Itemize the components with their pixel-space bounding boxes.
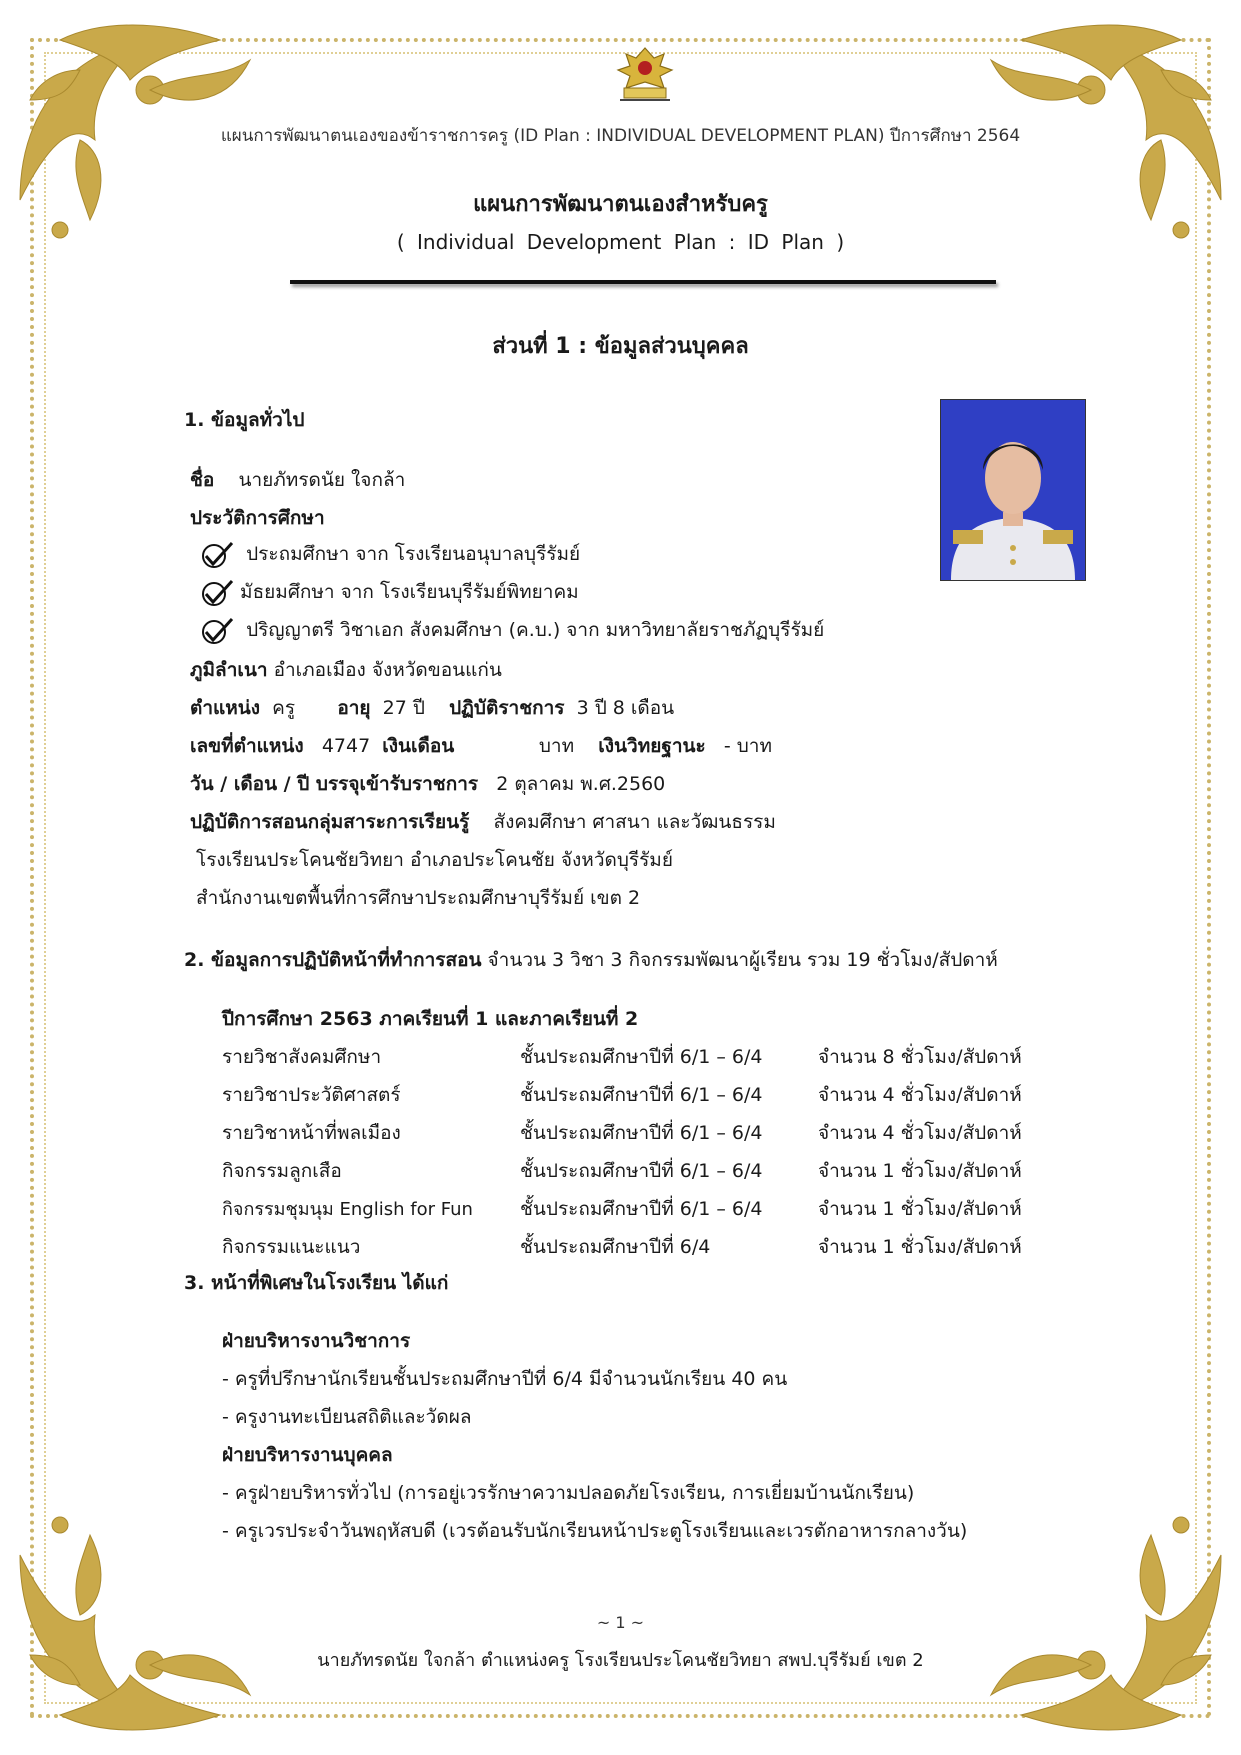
table-cell-subject: กิจกรรมชุมนุม English for Fun	[222, 1199, 473, 1220]
corner-ornament-bottom-right	[941, 1455, 1241, 1755]
check-mark-icon	[200, 579, 234, 607]
salary-label: เงินเดือน	[382, 735, 455, 757]
corner-ornament-top-right	[941, 0, 1241, 300]
appointment-row	[190, 769, 665, 799]
check-mark-icon	[200, 541, 234, 569]
appointed-value: 2 ตุลาคม พ.ศ.2560	[496, 773, 666, 795]
position-no-label: เลขที่ตำแหน่ง	[190, 735, 304, 757]
corner-ornament-top-left	[0, 0, 300, 300]
table-cell-amount: จำนวน 1 ชั่วโมง/สัปดาห์	[818, 1236, 1022, 1258]
document-title: แผนการพัฒนาตนเองสำหรับครู	[473, 192, 768, 217]
name-row	[190, 465, 405, 495]
table-cell-amount: จำนวน 8 ชั่วโมง/สัปดาห์	[818, 1046, 1022, 1068]
appointed-label: วัน / เดือน / ปี บรรจุเข้ารับราชการ	[190, 773, 479, 795]
service-label: ปฏิบัติราชการ	[449, 697, 565, 719]
table-cell-subject: รายวิชาหน้าที่พลเมือง	[222, 1122, 401, 1144]
position-label: ตำแหน่ง	[190, 697, 261, 719]
title-divider	[290, 280, 996, 284]
hometown-value: อำเภอเมือง จังหวัดขอนแก่น	[273, 659, 502, 681]
table-cell-level: ชั้นประถมศึกษาปีที่ 6/1 – 6/4	[520, 1122, 763, 1144]
section-title: ส่วนที่ 1 : ข้อมูลส่วนบุคคล	[492, 334, 749, 359]
academic-pay-label: เงินวิทยฐานะ	[598, 735, 706, 757]
academic-pay-value: - บาท	[723, 735, 772, 757]
table-cell-subject: กิจกรรมแนะแนว	[222, 1236, 361, 1258]
table-cell-level: ชั้นประถมศึกษาปีที่ 6/1 – 6/4	[520, 1046, 763, 1068]
salary-row	[190, 731, 772, 761]
teaching-heading: 2. ข้อมูลการปฏิบัติหน้าที่ทำการสอน	[184, 949, 482, 971]
document-subtitle: ( Individual Development Plan : ID Plan )	[396, 230, 845, 254]
teaching-summary: จำนวน 3 วิชา 3 กิจกรรมพัฒนาผู้เรียน รวม 19 ชั่วโมง/สัปดาห์	[487, 949, 998, 971]
teaching-row	[184, 945, 998, 975]
document-header-line: แผนการพัฒนาตนเองของข้าราชการครู (ID Plan : INDIVIDUAL DEVELOPMENT PLAN) ปีการศึกษา 2564	[220, 126, 1021, 146]
page-number: ~ 1 ~	[596, 1613, 645, 1632]
salary-unit: บาท	[538, 735, 575, 757]
subject-group-value: สังคมศึกษา ศาสนา และวัฒนธรรม	[493, 811, 776, 833]
hometown-label: ภูมิลำเนา	[190, 659, 268, 681]
table-cell-subject: รายวิชาสังคมศึกษา	[222, 1046, 382, 1068]
service-value: 3 ปี 8 เดือน	[576, 697, 675, 719]
personnel-duty-heading: ฝ่ายบริหารงานบุคคล	[222, 1444, 393, 1466]
table-cell-level: ชั้นประถมศึกษาปีที่ 6/4	[520, 1236, 711, 1258]
education-item	[200, 577, 579, 607]
emblem-logo	[602, 44, 688, 106]
footer-line: นายภัทรดนัย ใจกล้า ตำแหน่งครู โรงเรียนประโคนชัยวิทยา สพป.บุรีรัมย์ เขต 2	[317, 1650, 924, 1671]
check-mark-icon	[200, 617, 234, 645]
table-cell-level: ชั้นประถมศึกษาปีที่ 6/1 – 6/4	[520, 1160, 763, 1182]
education-text: มัธยมศึกษา จาก โรงเรียนบุรีรัมย์พิทยาคม	[240, 581, 579, 603]
hometown-row	[190, 655, 502, 685]
duty-item: - ครูที่ปรึกษานักเรียนชั้นประถมศึกษาปีที่ 6/4 มีจำนวนนักเรียน 40 คน	[222, 1368, 788, 1390]
age-value: 27 ปี	[382, 697, 425, 719]
subject-group-row	[190, 807, 776, 837]
name-value: นายภัทรดนัย ใจกล้า	[238, 469, 406, 491]
education-item	[200, 615, 824, 645]
duties-heading: 3. หน้าที่พิเศษในโรงเรียน ได้แก่	[184, 1272, 449, 1294]
table-cell-level: ชั้นประถมศึกษาปีที่ 6/1 – 6/4	[520, 1084, 763, 1106]
academic-duty-heading: ฝ่ายบริหารงานวิชาการ	[222, 1330, 411, 1352]
table-cell-amount: จำนวน 4 ชั่วโมง/สัปดาห์	[818, 1122, 1022, 1144]
office-line: สำนักงานเขตพื้นที่การศึกษาประถมศึกษาบุรีรัมย์ เขต 2	[196, 887, 641, 909]
education-text: ประถมศึกษา จาก โรงเรียนอนุบาลบุรีรัมย์	[246, 543, 581, 565]
table-cell-amount: จำนวน 1 ชั่วโมง/สัปดาห์	[818, 1198, 1022, 1220]
table-cell-amount: จำนวน 1 ชั่วโมง/สัปดาห์	[818, 1160, 1022, 1182]
teaching-year: ปีการศึกษา 2563 ภาคเรียนที่ 1 และภาคเรียนที่ 2	[222, 1008, 639, 1030]
general-heading: 1. ข้อมูลทั่วไป	[184, 409, 305, 431]
position-row	[190, 693, 674, 723]
table-cell-level: ชั้นประถมศึกษาปีที่ 6/1 – 6/4	[520, 1198, 763, 1220]
education-item	[200, 539, 580, 569]
name-label: ชื่อ	[190, 469, 215, 491]
subject-group-label: ปฏิบัติการสอนกลุ่มสาระการเรียนรู้	[190, 811, 470, 833]
age-label: อายุ	[337, 697, 371, 719]
duty-item: - ครูเวรประจำวันพฤหัสบดี (เวรต้อนรับนักเรียนหน้าประตูโรงเรียนและเวรตักอาหารกลางวัน)	[222, 1520, 968, 1542]
duty-item: - ครูงานทะเบียนสถิติและวัดผล	[222, 1406, 472, 1428]
table-cell-subject: กิจกรรมลูกเสือ	[222, 1160, 342, 1182]
school-line: โรงเรียนประโคนชัยวิทยา อำเภอประโคนชัย จังหวัดบุรีรัมย์	[196, 849, 673, 871]
table-cell-subject: รายวิชาประวัติศาสตร์	[222, 1084, 401, 1106]
profile-photo	[940, 399, 1086, 581]
position-no-value: 4747	[321, 735, 371, 757]
education-label: ประวัติการศึกษา	[190, 507, 325, 529]
position-value: ครู	[272, 697, 296, 719]
duty-item: - ครูฝ่ายบริหารทั่วไป (การอยู่เวรรักษาความปลอดภัยโรงเรียน, การเยี่ยมบ้านนักเรียน)	[222, 1482, 915, 1504]
education-text: ปริญญาตรี วิชาเอก สังคมศึกษา (ค.บ.) จาก มหาวิทยาลัยราชภัฏบุรีรัมย์	[246, 619, 825, 641]
table-cell-amount: จำนวน 4 ชั่วโมง/สัปดาห์	[818, 1084, 1022, 1106]
